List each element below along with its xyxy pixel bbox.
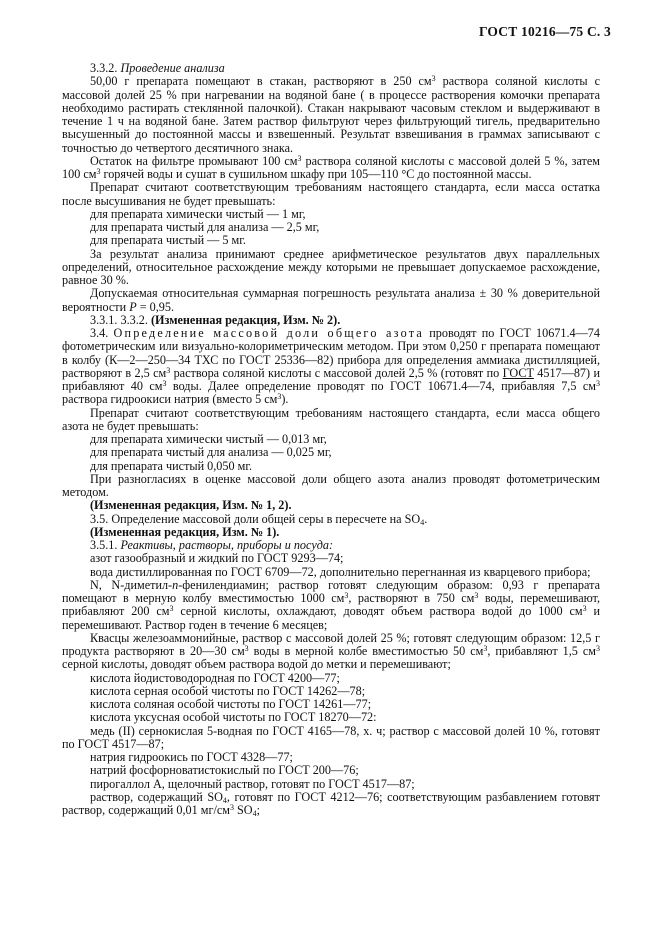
reagent-so4-solution: раствор, содержащий $SO_4$, готовят по ГОСТ 4212—76; соответствующим разбавлением готовят раствор, содержащий 0,01 $мг/см^3$ $SO_4$;	[62, 789, 600, 818]
reagent-sodium-hydroxide: натрия гидроокись по ГОСТ 4328—77;	[90, 750, 293, 764]
section-3-3-2-title: 3.3.2. Проведение анализа	[90, 61, 225, 75]
paragraph-residue-washing: Остаток на фильтре промывают 100 $см^3$ раствора соляной кислоты с массовой долей 5 %, затем 100 $см^3$ горячей воды и сушат в сушильном шкафу при 105—110 °С до постоянной массы.	[62, 153, 600, 181]
amendment-note-1: (Измененная редакция, Изм. № 1).	[90, 524, 280, 539]
section-3-4: 3.4. Определение массовой доли общего азота проводят по ГОСТ 10671.4—74 фотометрическим или визуально-колориметрическим методом. При этом 0,250 г препарата помещают в колбу (К—2—250—34 ТХС по ГОСТ 25336—82) прибора для определения аммиака дистилляцией, растворяют в 2,5 $см^3$ раствора соляной кислоты с массовой долей 2,5 % (готовят по ГОСТ 4517—87) и прибавляют 40 $см^3$ воды. Далее определение проводят по ГОСТ 10671.4—74, прибавляя 7,5 $см^3$ раствора гидроокиси натрия (вместо 5 $см^3$).	[62, 326, 600, 407]
paragraph-error: Допускаемая относительная суммарная погрешность результата анализа ± 30 % доверительной вероятности P = 0,95.	[62, 286, 600, 314]
section-3-5-1-title: 3.5.1. Реактивы, растворы, приборы и посуда:	[90, 538, 334, 552]
reagent-hydrochloric-acid: кислота соляная особой чистоты по ГОСТ 14261—77;	[90, 697, 372, 711]
page-header: ГОСТ 10216—75 С. 3	[478, 24, 611, 39]
amendment-note-1-2: (Измененная редакция, Изм. № 1, 2).	[90, 498, 292, 513]
paragraph-result: За результат анализа принимают среднее арифметическое результатов двух параллельных определений, относительное расхождение между которыми не превышает допускаемое расхождение, равное 30 %.	[62, 246, 600, 287]
reagent-acetic-acid: кислота уксусная особой чистоты по ГОСТ 18270—72:	[90, 710, 377, 725]
reagent-pyrogallol: пирогаллол А, щелочный раствор, готовят по ГОСТ 4517—87;	[90, 776, 415, 791]
document-body	[62, 62, 600, 817]
list-item-residue-2: для препарата чистый для анализа — 2,5 мг,	[90, 220, 320, 234]
list-item-residue-3: для препарата чистый — 5 мг.	[90, 233, 246, 248]
reagent-sulfuric-acid: кислота серная особой чистоты по ГОСТ 14262—78;	[90, 683, 366, 698]
paragraph-nitrogen-requirement: Препарат считают соответствующим требованиям настоящего стандарта, если масса общего азота не будет превышать:	[62, 405, 600, 433]
amendment-note-2: 3.3.1. 3.3.2. (Измененная редакция, Изм. № 2).	[90, 312, 341, 327]
reagent-water: вода дистиллированная по ГОСТ 6709—72, дополнительно перегнанная из кварцевого прибора;	[90, 564, 591, 579]
list-item-nitrogen-1: для препарата химически чистый — 0,013 мг,	[90, 432, 327, 446]
reagent-nitrogen: азот газообразный и жидкий по ГОСТ 9293—74;	[90, 551, 344, 566]
paragraph-disagreement: При разногласиях в оценке массовой доли общего азота анализ проводят фотометрическим методом.	[62, 471, 600, 499]
reagent-copper-sulfate: медь (II) сернокислая 5-водная по ГОСТ 4165—78, х. ч; раствор с массовой долей 10 %, готовят по ГОСТ 4517—87;	[62, 723, 600, 751]
list-item-residue-1: для препарата химически чистый — 1 мг,	[90, 206, 306, 221]
reagent-diamine: N, N-диметил-n-фенилендиамин; раствор готовят следующим образом: 0,93 г препарата помещают в мерную колбу вместимостью 1000 $см^3$, растворяют в 750 $см^3$ воды, перемешивают, прибавляют 200 $см^3$ серной кислоты, охлаждают, доводят объем раствора водой до 1000 $см^3$ и перемешивают. Раствор годен в течение 6 месяцев;	[62, 577, 601, 632]
reagent-sodium-hypophosphite: натрий фосфорноватистокислый по ГОСТ 200—76;	[90, 763, 359, 778]
reagent-hydroiodic-acid: кислота йодистоводородная по ГОСТ 4200—77;	[90, 670, 340, 685]
list-item-nitrogen-3: для препарата чистый 0,050 мг.	[90, 458, 253, 473]
section-3-5: 3.5. Определение массовой доли общей серы в пересчете на $SO_4$.	[90, 511, 428, 527]
list-item-nitrogen-2: для препарата чистый для анализа — 0,025 мг,	[90, 445, 332, 460]
reagent-alum: Квасцы железоаммонийные, раствор с массовой долей 25 %; готовят следующим образом: 12,5 г продукта растворяют в 20—30 $см^3$ воды в мерной колбе вместимостью 50 $см^3$, прибавляют 1,5 $см^3$ серной кислоты, доводят объем раствора водой до метки и перемешивают;	[62, 630, 600, 672]
paragraph-dissolution: 50,00 г препарата помещают в стакан, растворяют в 250 $см^3$ раствора соляной кислоты с массовой долей 25 % при нагревании на водяной бане ( в процессе растворения комочки препарата необходимо растирать стеклянной палочкой). Стакан накрывают часовым стеклом и выдерживают в течение 1 ч на водяной бане. Затем раствор фильтруют через фильтрующий тигель, предварительно высушенный до постоянной массы и взвешенный. Результат взвешивания в граммах записывают с точностью до четвертого десятичного знака.	[62, 74, 601, 155]
paragraph-residue-requirement: Препарат считают соответствующим требованиям настоящего стандарта, если масса остатка после высушивания не будет превышать:	[62, 180, 600, 208]
